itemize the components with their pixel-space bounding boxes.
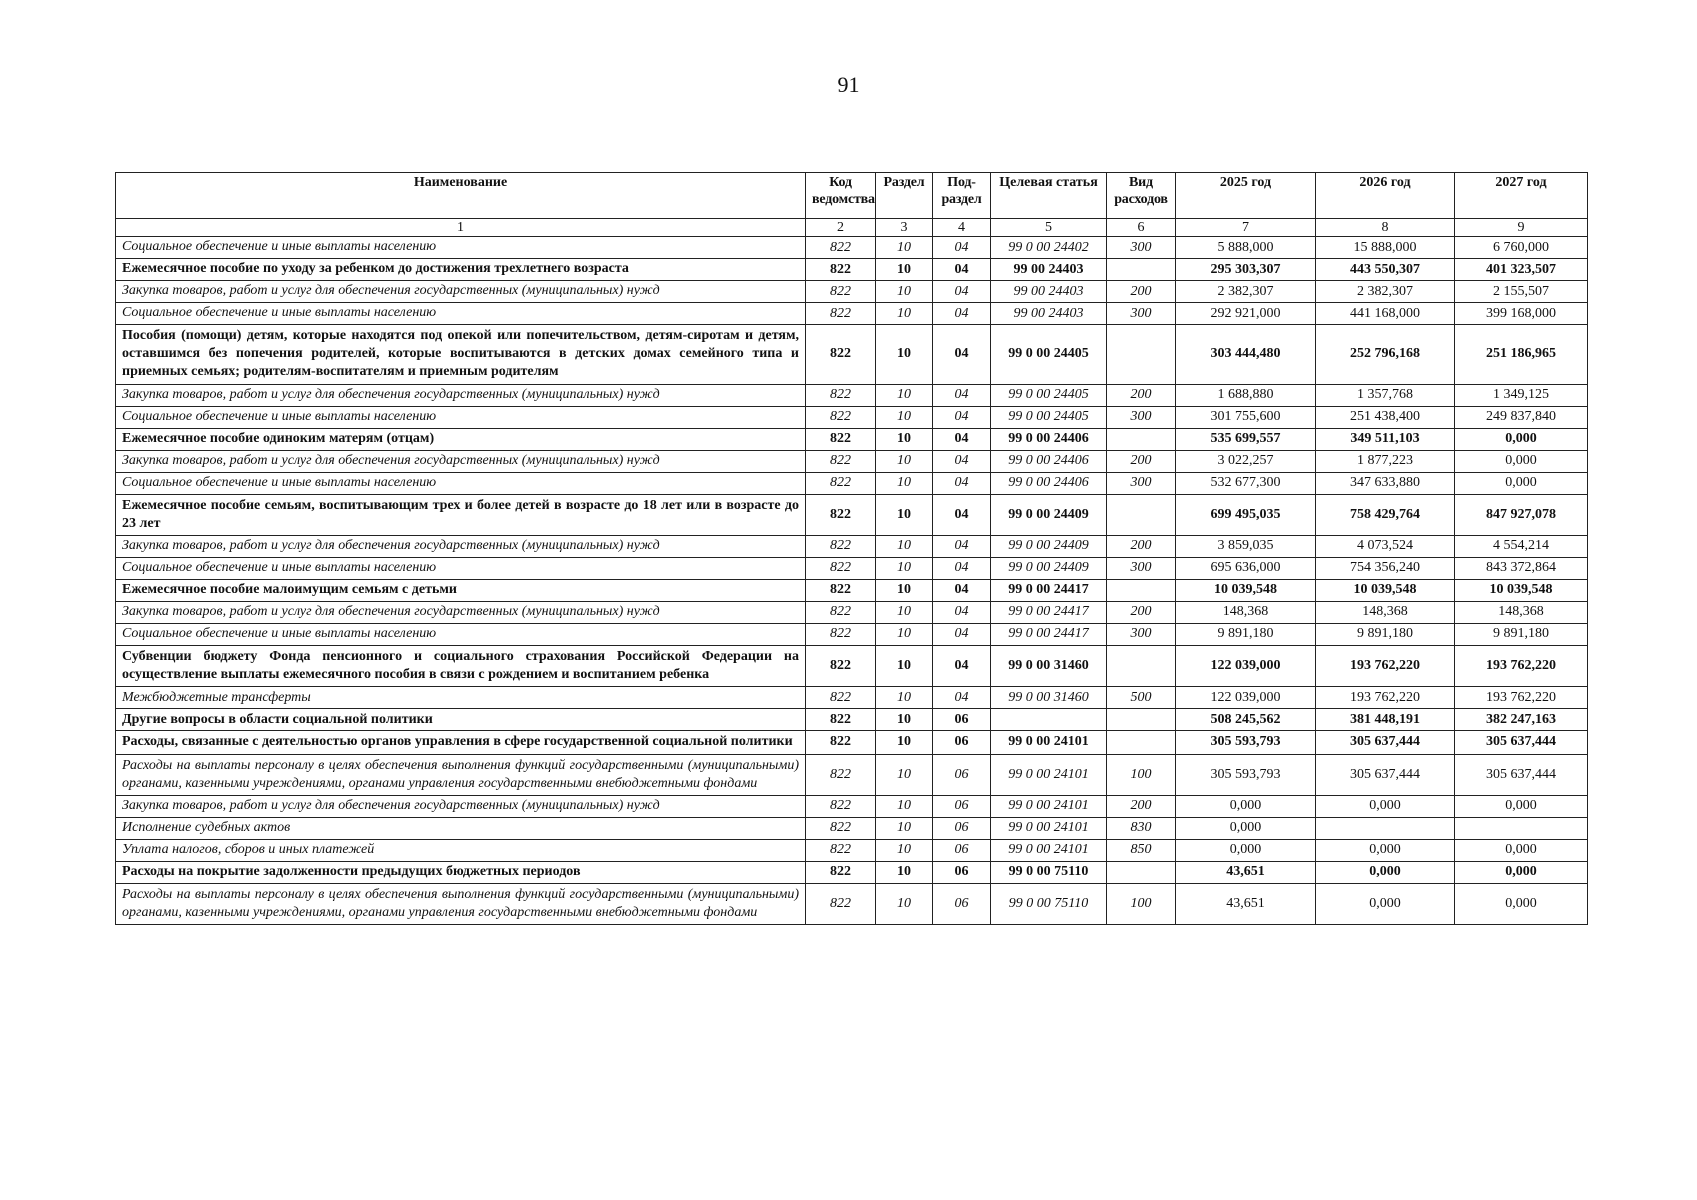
column-index: 6 xyxy=(1107,219,1176,237)
row-expense-type xyxy=(1107,709,1176,731)
row-amount-2025: 532 677,300 xyxy=(1176,472,1316,494)
table-row xyxy=(116,384,1588,406)
row-razdel: 10 xyxy=(876,281,933,303)
row-podrazdel: 04 xyxy=(933,494,991,535)
row-expense-type xyxy=(1107,259,1176,281)
row-expense-type: 200 xyxy=(1107,795,1176,817)
row-amount-2026: 1 877,223 xyxy=(1316,450,1455,472)
row-amount-2025: 295 303,307 xyxy=(1176,259,1316,281)
row-amount-2027: 2 155,507 xyxy=(1455,281,1588,303)
row-amount-2027 xyxy=(1455,817,1588,839)
row-podrazdel: 04 xyxy=(933,406,991,428)
table-row xyxy=(116,579,1588,601)
row-amount-2027: 399 168,000 xyxy=(1455,303,1588,325)
row-amount-2025: 43,651 xyxy=(1176,883,1316,924)
row-target-article: 99 0 00 24417 xyxy=(991,623,1107,645)
row-target-article: 99 0 00 24417 xyxy=(991,601,1107,623)
row-ved-code: 822 xyxy=(806,384,876,406)
row-razdel: 10 xyxy=(876,259,933,281)
row-ved-code: 822 xyxy=(806,557,876,579)
row-razdel: 10 xyxy=(876,494,933,535)
row-amount-2027: 148,368 xyxy=(1455,601,1588,623)
row-target-article: 99 0 00 24409 xyxy=(991,535,1107,557)
row-ved-code: 822 xyxy=(806,494,876,535)
row-amount-2027: 193 762,220 xyxy=(1455,645,1588,686)
row-expense-type xyxy=(1107,325,1176,385)
row-ved-code: 822 xyxy=(806,623,876,645)
row-amount-2025: 10 039,548 xyxy=(1176,579,1316,601)
header-name: Наименование xyxy=(116,173,806,219)
row-razdel: 10 xyxy=(876,450,933,472)
row-razdel: 10 xyxy=(876,535,933,557)
row-expense-type xyxy=(1107,494,1176,535)
row-name: Расходы на покрытие задолженности предыдущих бюджетных периодов xyxy=(116,861,806,883)
row-ved-code: 822 xyxy=(806,731,876,754)
row-amount-2026: 441 168,000 xyxy=(1316,303,1455,325)
row-ved-code: 822 xyxy=(806,817,876,839)
row-razdel: 10 xyxy=(876,579,933,601)
table-row xyxy=(116,601,1588,623)
row-target-article: 99 0 00 24101 xyxy=(991,754,1107,795)
row-expense-type: 850 xyxy=(1107,839,1176,861)
row-amount-2025: 292 921,000 xyxy=(1176,303,1316,325)
row-amount-2027: 0,000 xyxy=(1455,883,1588,924)
row-podrazdel: 04 xyxy=(933,325,991,385)
row-target-article xyxy=(991,709,1107,731)
row-expense-type: 300 xyxy=(1107,237,1176,259)
table-row xyxy=(116,861,1588,883)
row-target-article: 99 0 00 24405 xyxy=(991,406,1107,428)
row-podrazdel: 04 xyxy=(933,303,991,325)
table-row xyxy=(116,428,1588,450)
row-ved-code: 822 xyxy=(806,861,876,883)
table-row xyxy=(116,795,1588,817)
row-expense-type: 300 xyxy=(1107,472,1176,494)
row-expense-type: 300 xyxy=(1107,406,1176,428)
row-expense-type: 100 xyxy=(1107,754,1176,795)
column-index: 2 xyxy=(806,219,876,237)
row-amount-2026: 305 637,444 xyxy=(1316,754,1455,795)
row-target-article: 99 0 00 75110 xyxy=(991,861,1107,883)
row-target-article: 99 0 00 24101 xyxy=(991,795,1107,817)
row-name: Уплата налогов, сборов и иных платежей xyxy=(116,839,806,861)
row-razdel: 10 xyxy=(876,795,933,817)
row-ved-code: 822 xyxy=(806,259,876,281)
row-podrazdel: 04 xyxy=(933,281,991,303)
row-expense-type xyxy=(1107,861,1176,883)
row-razdel: 10 xyxy=(876,687,933,709)
row-target-article: 99 0 00 31460 xyxy=(991,645,1107,686)
row-name: Пособия (помощи) детям, которые находятся под опекой или попечительством, детям-сиротам и детям, оставшимся без попечения родителей, которые воспитываются в детских домах семейного типа и приемных семьях; родителям-воспитателям и приемным родителям xyxy=(116,325,806,385)
row-amount-2025: 0,000 xyxy=(1176,839,1316,861)
row-amount-2026: 0,000 xyxy=(1316,795,1455,817)
row-amount-2026: 349 511,103 xyxy=(1316,428,1455,450)
row-amount-2027: 0,000 xyxy=(1455,450,1588,472)
row-name: Закупка товаров, работ и услуг для обеспечения государственных (муниципальных) нужд xyxy=(116,535,806,557)
table-row xyxy=(116,817,1588,839)
row-target-article: 99 0 00 24101 xyxy=(991,817,1107,839)
row-amount-2026: 10 039,548 xyxy=(1316,579,1455,601)
row-podrazdel: 06 xyxy=(933,795,991,817)
row-razdel: 10 xyxy=(876,325,933,385)
row-name: Закупка товаров, работ и услуг для обеспечения государственных (муниципальных) нужд xyxy=(116,384,806,406)
row-podrazdel: 04 xyxy=(933,259,991,281)
row-ved-code: 822 xyxy=(806,472,876,494)
header-2025: 2025 год xyxy=(1176,173,1316,219)
table-row xyxy=(116,259,1588,281)
row-podrazdel: 04 xyxy=(933,384,991,406)
header-podrazdel: Под-раздел xyxy=(933,173,991,219)
row-target-article: 99 0 00 24417 xyxy=(991,579,1107,601)
row-expense-type: 300 xyxy=(1107,303,1176,325)
row-ved-code: 822 xyxy=(806,406,876,428)
row-ved-code: 822 xyxy=(806,303,876,325)
row-expense-type xyxy=(1107,579,1176,601)
column-index: 5 xyxy=(991,219,1107,237)
row-amount-2025: 1 688,880 xyxy=(1176,384,1316,406)
row-amount-2027: 401 323,507 xyxy=(1455,259,1588,281)
row-amount-2027: 305 637,444 xyxy=(1455,731,1588,754)
row-amount-2026: 0,000 xyxy=(1316,883,1455,924)
row-name: Закупка товаров, работ и услуг для обеспечения государственных (муниципальных) нужд xyxy=(116,450,806,472)
row-amount-2027: 4 554,214 xyxy=(1455,535,1588,557)
row-name: Социальное обеспечение и иные выплаты населению xyxy=(116,406,806,428)
row-name: Закупка товаров, работ и услуг для обеспечения государственных (муниципальных) нужд xyxy=(116,795,806,817)
row-razdel: 10 xyxy=(876,303,933,325)
table-body xyxy=(116,237,1588,925)
row-amount-2025: 305 593,793 xyxy=(1176,754,1316,795)
row-ved-code: 822 xyxy=(806,754,876,795)
table-row xyxy=(116,406,1588,428)
row-razdel: 10 xyxy=(876,817,933,839)
table-row xyxy=(116,535,1588,557)
table-row xyxy=(116,645,1588,686)
row-target-article: 99 0 00 24405 xyxy=(991,384,1107,406)
row-target-article: 99 0 00 24409 xyxy=(991,557,1107,579)
row-amount-2026: 0,000 xyxy=(1316,839,1455,861)
row-amount-2027: 0,000 xyxy=(1455,861,1588,883)
row-amount-2027: 305 637,444 xyxy=(1455,754,1588,795)
row-amount-2025: 148,368 xyxy=(1176,601,1316,623)
row-amount-2027: 843 372,864 xyxy=(1455,557,1588,579)
row-name: Социальное обеспечение и иные выплаты населению xyxy=(116,623,806,645)
table-row xyxy=(116,731,1588,754)
row-amount-2026: 2 382,307 xyxy=(1316,281,1455,303)
row-amount-2027: 9 891,180 xyxy=(1455,623,1588,645)
row-expense-type: 300 xyxy=(1107,557,1176,579)
row-amount-2026: 193 762,220 xyxy=(1316,687,1455,709)
row-name: Расходы, связанные с деятельностью органов управления в сфере государственной социальной политики xyxy=(116,731,806,754)
row-name: Межбюджетные трансферты xyxy=(116,687,806,709)
row-amount-2027: 382 247,163 xyxy=(1455,709,1588,731)
row-target-article: 99 0 00 24101 xyxy=(991,839,1107,861)
row-podrazdel: 06 xyxy=(933,709,991,731)
row-podrazdel: 06 xyxy=(933,861,991,883)
row-amount-2027: 847 927,078 xyxy=(1455,494,1588,535)
row-razdel: 10 xyxy=(876,472,933,494)
row-podrazdel: 04 xyxy=(933,645,991,686)
row-name: Расходы на выплаты персоналу в целях обеспечения выполнения функций государственными (муниципальными) органами, казенными учреждениями, органами управления государственными внебюджетными фондами xyxy=(116,754,806,795)
header-2027: 2027 год xyxy=(1455,173,1588,219)
row-amount-2026: 305 637,444 xyxy=(1316,731,1455,754)
row-razdel: 10 xyxy=(876,883,933,924)
row-ved-code: 822 xyxy=(806,428,876,450)
row-razdel: 10 xyxy=(876,601,933,623)
row-target-article: 99 00 24403 xyxy=(991,259,1107,281)
row-target-article: 99 0 00 31460 xyxy=(991,687,1107,709)
row-expense-type: 500 xyxy=(1107,687,1176,709)
row-target-article: 99 0 00 24402 xyxy=(991,237,1107,259)
row-target-article: 99 0 00 24409 xyxy=(991,494,1107,535)
row-name: Социальное обеспечение и иные выплаты населению xyxy=(116,557,806,579)
row-ved-code: 822 xyxy=(806,579,876,601)
row-amount-2025: 699 495,035 xyxy=(1176,494,1316,535)
row-amount-2025: 43,651 xyxy=(1176,861,1316,883)
table-row xyxy=(116,494,1588,535)
table-row xyxy=(116,754,1588,795)
row-amount-2027: 0,000 xyxy=(1455,472,1588,494)
row-name: Закупка товаров, работ и услуг для обеспечения государственных (муниципальных) нужд xyxy=(116,281,806,303)
column-index: 7 xyxy=(1176,219,1316,237)
row-expense-type: 100 xyxy=(1107,883,1176,924)
table-row xyxy=(116,709,1588,731)
row-expense-type: 200 xyxy=(1107,281,1176,303)
row-amount-2026: 0,000 xyxy=(1316,861,1455,883)
row-expense-type: 300 xyxy=(1107,623,1176,645)
row-amount-2027: 0,000 xyxy=(1455,795,1588,817)
row-ved-code: 822 xyxy=(806,237,876,259)
row-amount-2025: 5 888,000 xyxy=(1176,237,1316,259)
row-podrazdel: 06 xyxy=(933,839,991,861)
table-row xyxy=(116,325,1588,385)
row-amount-2026: 1 357,768 xyxy=(1316,384,1455,406)
row-podrazdel: 04 xyxy=(933,623,991,645)
row-razdel: 10 xyxy=(876,754,933,795)
row-amount-2026: 9 891,180 xyxy=(1316,623,1455,645)
row-amount-2026: 148,368 xyxy=(1316,601,1455,623)
row-podrazdel: 04 xyxy=(933,579,991,601)
row-name: Социальное обеспечение и иные выплаты населению xyxy=(116,237,806,259)
row-podrazdel: 06 xyxy=(933,817,991,839)
row-razdel: 10 xyxy=(876,384,933,406)
row-ved-code: 822 xyxy=(806,645,876,686)
column-index: 1 xyxy=(116,219,806,237)
column-index: 4 xyxy=(933,219,991,237)
row-amount-2025: 301 755,600 xyxy=(1176,406,1316,428)
row-expense-type xyxy=(1107,428,1176,450)
row-target-article: 99 0 00 24101 xyxy=(991,731,1107,754)
table-row xyxy=(116,303,1588,325)
row-podrazdel: 06 xyxy=(933,754,991,795)
row-ved-code: 822 xyxy=(806,325,876,385)
row-amount-2026: 381 448,191 xyxy=(1316,709,1455,731)
row-amount-2025: 305 593,793 xyxy=(1176,731,1316,754)
row-razdel: 10 xyxy=(876,623,933,645)
table-row xyxy=(116,557,1588,579)
header-statya: Целевая статья xyxy=(991,173,1107,219)
table-row xyxy=(116,623,1588,645)
row-podrazdel: 04 xyxy=(933,237,991,259)
row-name: Социальное обеспечение и иные выплаты населению xyxy=(116,303,806,325)
row-name: Закупка товаров, работ и услуг для обеспечения государственных (муниципальных) нужд xyxy=(116,601,806,623)
row-amount-2027: 249 837,840 xyxy=(1455,406,1588,428)
row-amount-2025: 695 636,000 xyxy=(1176,557,1316,579)
row-target-article: 99 0 00 24406 xyxy=(991,428,1107,450)
row-amount-2027: 0,000 xyxy=(1455,839,1588,861)
row-razdel: 10 xyxy=(876,731,933,754)
row-expense-type: 830 xyxy=(1107,817,1176,839)
row-expense-type xyxy=(1107,731,1176,754)
row-amount-2026: 758 429,764 xyxy=(1316,494,1455,535)
row-amount-2025: 9 891,180 xyxy=(1176,623,1316,645)
row-target-article: 99 00 24403 xyxy=(991,303,1107,325)
row-amount-2026: 754 356,240 xyxy=(1316,557,1455,579)
row-target-article: 99 0 00 24406 xyxy=(991,472,1107,494)
row-razdel: 10 xyxy=(876,861,933,883)
row-ved-code: 822 xyxy=(806,601,876,623)
row-podrazdel: 04 xyxy=(933,535,991,557)
row-target-article: 99 0 00 24405 xyxy=(991,325,1107,385)
row-razdel: 10 xyxy=(876,428,933,450)
row-razdel: 10 xyxy=(876,406,933,428)
row-name: Субвенции бюджету Фонда пенсионного и социального страхования Российской Федерации на осуществление выплаты ежемесячного пособия в связи с рождением и воспитанием ребенка xyxy=(116,645,806,686)
row-expense-type: 200 xyxy=(1107,450,1176,472)
column-index: 3 xyxy=(876,219,933,237)
row-ved-code: 822 xyxy=(806,687,876,709)
row-razdel: 10 xyxy=(876,645,933,686)
row-amount-2027: 251 186,965 xyxy=(1455,325,1588,385)
row-amount-2026: 193 762,220 xyxy=(1316,645,1455,686)
row-ved-code: 822 xyxy=(806,281,876,303)
row-name: Другие вопросы в области социальной политики xyxy=(116,709,806,731)
row-amount-2026: 252 796,168 xyxy=(1316,325,1455,385)
column-index: 8 xyxy=(1316,219,1455,237)
column-index: 9 xyxy=(1455,219,1588,237)
header-vid: Вид расходов xyxy=(1107,173,1176,219)
header-ved: Код ведомства xyxy=(806,173,876,219)
row-target-article: 99 0 00 75110 xyxy=(991,883,1107,924)
header-row xyxy=(116,173,1588,219)
row-razdel: 10 xyxy=(876,709,933,731)
row-target-article: 99 00 24403 xyxy=(991,281,1107,303)
row-razdel: 10 xyxy=(876,839,933,861)
row-podrazdel: 04 xyxy=(933,687,991,709)
row-podrazdel: 06 xyxy=(933,731,991,754)
row-amount-2026 xyxy=(1316,817,1455,839)
row-amount-2025: 2 382,307 xyxy=(1176,281,1316,303)
row-amount-2025: 122 039,000 xyxy=(1176,687,1316,709)
row-amount-2027: 0,000 xyxy=(1455,428,1588,450)
column-index-row xyxy=(116,219,1588,237)
row-amount-2025: 3 022,257 xyxy=(1176,450,1316,472)
row-podrazdel: 04 xyxy=(933,472,991,494)
row-podrazdel: 06 xyxy=(933,883,991,924)
row-amount-2027: 10 039,548 xyxy=(1455,579,1588,601)
row-expense-type: 200 xyxy=(1107,535,1176,557)
row-expense-type: 200 xyxy=(1107,601,1176,623)
table-row xyxy=(116,281,1588,303)
row-name: Ежемесячное пособие семьям, воспитывающим трех и более детей в возрасте до 18 лет или в возрасте до 23 лет xyxy=(116,494,806,535)
row-amount-2025: 0,000 xyxy=(1176,817,1316,839)
row-name: Социальное обеспечение и иные выплаты населению xyxy=(116,472,806,494)
row-name: Ежемесячное пособие одиноким матерям (отцам) xyxy=(116,428,806,450)
row-amount-2026: 347 633,880 xyxy=(1316,472,1455,494)
row-podrazdel: 04 xyxy=(933,601,991,623)
header-razdel: Раздел xyxy=(876,173,933,219)
page-number: 91 xyxy=(837,72,860,97)
row-podrazdel: 04 xyxy=(933,428,991,450)
row-amount-2026: 443 550,307 xyxy=(1316,259,1455,281)
header-2026: 2026 год xyxy=(1316,173,1455,219)
row-ved-code: 822 xyxy=(806,450,876,472)
row-amount-2025: 122 039,000 xyxy=(1176,645,1316,686)
table-row xyxy=(116,839,1588,861)
row-podrazdel: 04 xyxy=(933,557,991,579)
row-amount-2025: 0,000 xyxy=(1176,795,1316,817)
row-ved-code: 822 xyxy=(806,883,876,924)
row-amount-2027: 193 762,220 xyxy=(1455,687,1588,709)
row-target-article: 99 0 00 24406 xyxy=(991,450,1107,472)
row-amount-2025: 535 699,557 xyxy=(1176,428,1316,450)
row-amount-2025: 303 444,480 xyxy=(1176,325,1316,385)
row-amount-2027: 6 760,000 xyxy=(1455,237,1588,259)
table-row xyxy=(116,883,1588,924)
row-ved-code: 822 xyxy=(806,535,876,557)
row-name: Расходы на выплаты персоналу в целях обеспечения выполнения функций государственными (муниципальными) органами, казенными учреждениями, органами управления государственными внебюджетными фондами xyxy=(116,883,806,924)
row-amount-2025: 508 245,562 xyxy=(1176,709,1316,731)
row-podrazdel: 04 xyxy=(933,450,991,472)
row-name: Ежемесячное пособие по уходу за ребенком до достижения трехлетнего возраста xyxy=(116,259,806,281)
row-expense-type xyxy=(1107,645,1176,686)
row-ved-code: 822 xyxy=(806,795,876,817)
table-row xyxy=(116,687,1588,709)
row-name: Ежемесячное пособие малоимущим семьям с детьми xyxy=(116,579,806,601)
row-amount-2026: 4 073,524 xyxy=(1316,535,1455,557)
table-row xyxy=(116,237,1588,259)
row-ved-code: 822 xyxy=(806,709,876,731)
budget-table xyxy=(115,172,1588,925)
row-amount-2025: 3 859,035 xyxy=(1176,535,1316,557)
table-row xyxy=(116,472,1588,494)
row-amount-2026: 15 888,000 xyxy=(1316,237,1455,259)
table-row xyxy=(116,450,1588,472)
row-expense-type: 200 xyxy=(1107,384,1176,406)
row-razdel: 10 xyxy=(876,557,933,579)
row-amount-2027: 1 349,125 xyxy=(1455,384,1588,406)
row-amount-2026: 251 438,400 xyxy=(1316,406,1455,428)
row-ved-code: 822 xyxy=(806,839,876,861)
row-razdel: 10 xyxy=(876,237,933,259)
row-name: Исполнение судебных актов xyxy=(116,817,806,839)
